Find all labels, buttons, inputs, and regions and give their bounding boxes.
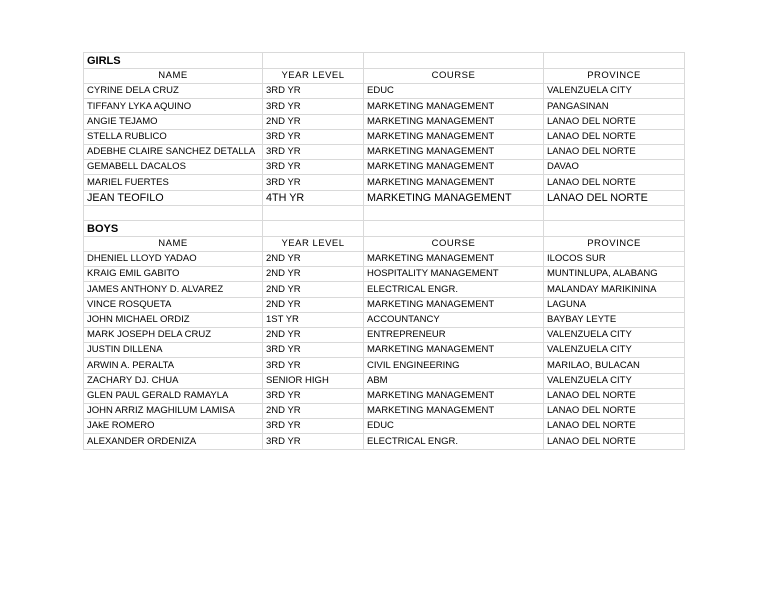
header-province: PROVINCE — [544, 69, 685, 84]
year-level-cell: 3RD YR — [263, 99, 364, 114]
header-name: NAME — [84, 69, 263, 84]
boys-table-row — [84, 312, 685, 327]
name-cell: JOHN ARRIZ MAGHILUM LAMISA — [84, 403, 263, 418]
name-cell: TIFFANY LYKA AQUINO — [84, 99, 263, 114]
year-level-cell: 2ND YR — [263, 328, 364, 343]
year-level-cell: SENIOR HIGH — [263, 373, 364, 388]
girls-table-row — [84, 114, 685, 129]
course-cell: MARKETING MANAGEMENT — [364, 99, 544, 114]
province-cell: LANAO DEL NORTE — [544, 190, 685, 205]
name-cell: VINCE ROSQUETA — [84, 297, 263, 312]
empty-cell — [263, 220, 364, 236]
spreadsheet-body — [84, 53, 685, 450]
boys-table-row — [84, 343, 685, 358]
course-cell: MARKETING MANAGEMENT — [364, 190, 544, 205]
course-cell: MARKETING MANAGEMENT — [364, 129, 544, 144]
girls-table-row — [84, 84, 685, 99]
boys-section-row — [84, 220, 685, 236]
province-cell: VALENZUELA CITY — [544, 343, 685, 358]
year-level-cell: 3RD YR — [263, 419, 364, 434]
province-cell: LANAO DEL NORTE — [544, 388, 685, 403]
header-year-level: YEAR LEVEL — [263, 236, 364, 251]
course-cell: ACCOUNTANCY — [364, 312, 544, 327]
year-level-cell: 2ND YR — [263, 252, 364, 267]
boys-table-row — [84, 358, 685, 373]
boys-header-row — [84, 236, 685, 251]
course-cell: MARKETING MANAGEMENT — [364, 114, 544, 129]
boys-table-row — [84, 388, 685, 403]
year-level-cell: 2ND YR — [263, 297, 364, 312]
name-cell: ZACHARY DJ. CHUA — [84, 373, 263, 388]
boys-table-row — [84, 252, 685, 267]
header-course: COURSE — [364, 69, 544, 84]
empty-cell — [364, 220, 544, 236]
empty-cell — [364, 205, 544, 220]
header-year-level: YEAR LEVEL — [263, 69, 364, 84]
boys-table-row — [84, 297, 685, 312]
boys-table-row — [84, 419, 685, 434]
name-cell: CYRINE DELA CRUZ — [84, 84, 263, 99]
name-cell: GEMABELL DACALOS — [84, 160, 263, 175]
name-cell: ADEBHE CLAIRE SANCHEZ DETALLA — [84, 144, 263, 159]
province-cell: DAVAO — [544, 160, 685, 175]
course-cell: MARKETING MANAGEMENT — [364, 175, 544, 190]
header-name: NAME — [84, 236, 263, 251]
year-level-cell: 1ST YR — [263, 312, 364, 327]
name-cell: STELLA RUBLICO — [84, 129, 263, 144]
name-cell: MARIEL FUERTES — [84, 175, 263, 190]
name-cell: JAMES ANTHONY D. ALVAREZ — [84, 282, 263, 297]
girls-table-row — [84, 129, 685, 144]
year-level-cell: 3RD YR — [263, 175, 364, 190]
name-cell: JAkE ROMERO — [84, 419, 263, 434]
year-level-cell: 3RD YR — [263, 434, 364, 449]
girls-table-row — [84, 144, 685, 159]
province-cell: VALENZUELA CITY — [544, 373, 685, 388]
province-cell: LANAO DEL NORTE — [544, 403, 685, 418]
name-cell: ARWIN A. PERALTA — [84, 358, 263, 373]
year-level-cell: 3RD YR — [263, 144, 364, 159]
boys-table-row — [84, 282, 685, 297]
year-level-cell: 3RD YR — [263, 343, 364, 358]
year-level-cell: 2ND YR — [263, 114, 364, 129]
year-level-cell: 3RD YR — [263, 84, 364, 99]
course-cell: ENTREPRENEUR — [364, 328, 544, 343]
province-cell: PANGASINAN — [544, 99, 685, 114]
boys-table-row — [84, 373, 685, 388]
name-cell: JOHN MICHAEL ORDIZ — [84, 312, 263, 327]
name-cell: JUSTIN DILLENA — [84, 343, 263, 358]
province-cell: ILOCOS SUR — [544, 252, 685, 267]
province-cell: LAGUNA — [544, 297, 685, 312]
empty-cell — [364, 53, 544, 69]
name-cell: ALEXANDER ORDENIZA — [84, 434, 263, 449]
year-level-cell: 2ND YR — [263, 267, 364, 282]
empty-cell — [544, 53, 685, 69]
empty-cell — [263, 205, 364, 220]
course-cell: ABM — [364, 373, 544, 388]
year-level-cell: 2ND YR — [263, 282, 364, 297]
province-cell: LANAO DEL NORTE — [544, 144, 685, 159]
course-cell: CIVIL ENGINEERING — [364, 358, 544, 373]
course-cell: MARKETING MANAGEMENT — [364, 160, 544, 175]
boys-table-row — [84, 328, 685, 343]
header-province: PROVINCE — [544, 236, 685, 251]
course-cell: MARKETING MANAGEMENT — [364, 144, 544, 159]
girls-section-title: GIRLS — [84, 53, 263, 69]
girls-table-row — [84, 160, 685, 175]
empty-cell — [263, 53, 364, 69]
girls-table-row — [84, 190, 685, 205]
empty-cell — [84, 205, 263, 220]
boys-table-row — [84, 267, 685, 282]
year-level-cell: 3RD YR — [263, 160, 364, 175]
boys-table-row — [84, 403, 685, 418]
spreadsheet-table — [83, 52, 685, 450]
boys-section-title: BOYS — [84, 220, 263, 236]
year-level-cell: 3RD YR — [263, 388, 364, 403]
course-cell: ELECTRICAL ENGR. — [364, 282, 544, 297]
province-cell: BAYBAY LEYTE — [544, 312, 685, 327]
province-cell: VALENZUELA CITY — [544, 84, 685, 99]
course-cell: MARKETING MANAGEMENT — [364, 388, 544, 403]
course-cell: MARKETING MANAGEMENT — [364, 343, 544, 358]
empty-cell — [544, 220, 685, 236]
girls-section-row — [84, 53, 685, 69]
girls-table-row — [84, 99, 685, 114]
year-level-cell: 3RD YR — [263, 358, 364, 373]
province-cell: MARILAO, BULACAN — [544, 358, 685, 373]
name-cell: MARK JOSEPH DELA CRUZ — [84, 328, 263, 343]
course-cell: EDUC — [364, 84, 544, 99]
boys-table-row — [84, 434, 685, 449]
course-cell: HOSPITALITY MANAGEMENT — [364, 267, 544, 282]
course-cell: MARKETING MANAGEMENT — [364, 297, 544, 312]
province-cell: LANAO DEL NORTE — [544, 175, 685, 190]
course-cell: ELECTRICAL ENGR. — [364, 434, 544, 449]
name-cell: DHENIEL LLOYD YADAO — [84, 252, 263, 267]
province-cell: LANAO DEL NORTE — [544, 419, 685, 434]
province-cell: MALANDAY MARIKININA — [544, 282, 685, 297]
year-level-cell: 3RD YR — [263, 129, 364, 144]
header-course: COURSE — [364, 236, 544, 251]
province-cell: LANAO DEL NORTE — [544, 114, 685, 129]
girls-header-row — [84, 69, 685, 84]
course-cell: MARKETING MANAGEMENT — [364, 403, 544, 418]
province-cell: MUNTINLUPA, ALABANG — [544, 267, 685, 282]
province-cell: LANAO DEL NORTE — [544, 434, 685, 449]
province-cell: VALENZUELA CITY — [544, 328, 685, 343]
name-cell: ANGIE TEJAMO — [84, 114, 263, 129]
name-cell: GLEN PAUL GERALD RAMAYLA — [84, 388, 263, 403]
spacer-row — [84, 205, 685, 220]
girls-table-row — [84, 175, 685, 190]
course-cell: MARKETING MANAGEMENT — [364, 252, 544, 267]
course-cell: EDUC — [364, 419, 544, 434]
province-cell: LANAO DEL NORTE — [544, 129, 685, 144]
year-level-cell: 4TH YR — [263, 190, 364, 205]
empty-cell — [544, 205, 685, 220]
name-cell: KRAIG EMIL GABITO — [84, 267, 263, 282]
name-cell: JEAN TEOFILO — [84, 190, 263, 205]
year-level-cell: 2ND YR — [263, 403, 364, 418]
